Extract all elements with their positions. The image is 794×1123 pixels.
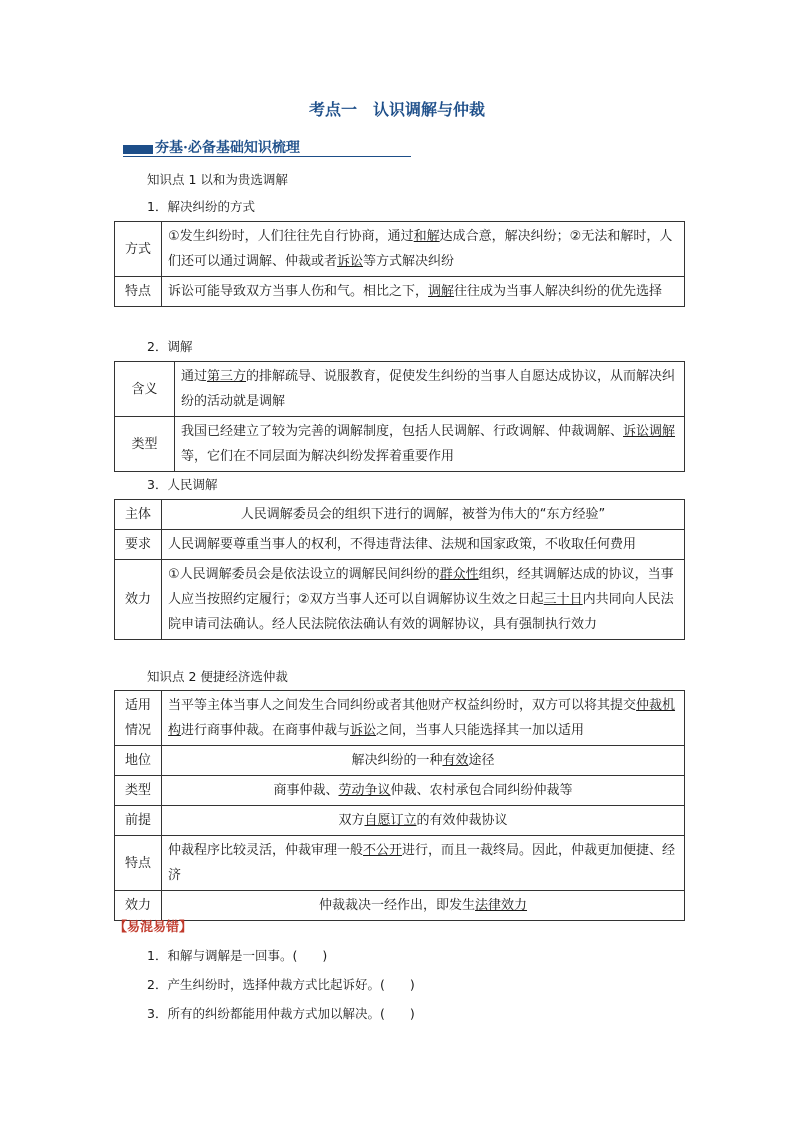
row-key: 要求: [115, 530, 162, 560]
row-key: 地位: [115, 746, 162, 776]
row-content: 双方自愿订立的有效仲裁协议: [162, 806, 685, 836]
row-content: 人民调解委员会的组织下进行的调解，被誉为伟大的“东方经验”: [162, 500, 685, 530]
table-mediation: [114, 361, 685, 472]
table-row: [115, 530, 685, 560]
row-key: 方式: [115, 222, 162, 277]
question-1: 1．和解与调解是一回事。( ): [147, 948, 328, 963]
table-people-mediation: [114, 499, 685, 640]
row-content: 当平等主体当事人之间发生合同纠纷或者其他财产权益纠纷时，双方可以将其提交仲裁机构进行商事仲裁。在商事仲裁与诉讼之间，当事人只能选择其一加以适用: [162, 691, 685, 746]
banner-text: 夯基·必备基础知识梳理: [155, 140, 300, 156]
row-content: 仲裁程序比较灵活，仲裁审理一般不公开进行，而且一裁终局。因此，仲裁更加便捷、经济: [162, 836, 685, 891]
table-row: [115, 691, 685, 746]
knowledge-point-2: 知识点 2 便捷经济选仲裁: [147, 669, 288, 684]
row-content: 我国已经建立了较为完善的调解制度，包括人民调解、行政调解、仲裁调解、诉讼调解等，它们在不同层面为解决纠纷发挥着重要作用: [175, 417, 685, 472]
subheading-3: 3．人民调解: [147, 477, 218, 492]
subheading-1: 1．解决纠纷的方式: [147, 199, 255, 214]
page-title: 考点一 认识调解与仲裁: [308, 100, 485, 119]
row-key: 前提: [115, 806, 162, 836]
row-content: 仲裁裁决一经作出，即发生法律效力: [162, 891, 685, 921]
banner-underline: [123, 156, 411, 157]
table-row: [115, 806, 685, 836]
confusion-header: 【易混易错】: [114, 920, 193, 935]
question-3: 3．所有的纠纷都能用仲裁方式加以解决。( ): [147, 1006, 415, 1021]
row-key: 效力: [115, 891, 162, 921]
row-content: 解决纠纷的一种有效途径: [162, 746, 685, 776]
row-key: 特点: [115, 836, 162, 891]
row-key: 特点: [115, 277, 162, 307]
row-key: 含义: [115, 362, 175, 417]
row-key: 效力: [115, 560, 162, 640]
table-row: [115, 746, 685, 776]
table-row: [115, 362, 685, 417]
row-key: 类型: [115, 417, 175, 472]
row-content: 人民调解要尊重当事人的权利，不得违背法律、法规和国家政策，不收取任何费用: [162, 530, 685, 560]
table-row: [115, 222, 685, 277]
table-dispute-methods: [114, 221, 685, 307]
section-banner: [123, 137, 411, 159]
row-content: 商事仲裁、劳动争议仲裁、农村承包合同纠纷仲裁等: [162, 776, 685, 806]
table-row: [115, 417, 685, 472]
row-content: ①发生纠纷时，人们往往先自行协商，通过和解达成合意，解决纠纷；②无法和解时，人们还可以通过调解、仲裁或者诉讼等方式解决纠纷: [162, 222, 685, 277]
subheading-2: 2．调解: [147, 339, 193, 354]
row-key: 适用情况: [115, 691, 162, 746]
question-2: 2．产生纠纷时，选择仲裁方式比起诉好。( ): [147, 977, 415, 992]
row-content: 通过第三方的排解疏导、说服教育，促使发生纠纷的当事人自愿达成协议，从而解决纠纷的活动就是调解: [175, 362, 685, 417]
table-row: [115, 277, 685, 307]
knowledge-point-1: 知识点 1 以和为贵选调解: [147, 172, 288, 187]
row-content: 诉讼可能导致双方当事人伤和气。相比之下，调解往往成为当事人解决纠纷的优先选择: [162, 277, 685, 307]
table-row: [115, 836, 685, 891]
banner-bar: [123, 145, 153, 154]
row-key: 主体: [115, 500, 162, 530]
table-row: [115, 500, 685, 530]
row-key: 类型: [115, 776, 162, 806]
table-arbitration: [114, 690, 685, 921]
table-row: [115, 560, 685, 640]
table-row: [115, 891, 685, 921]
row-content: ①人民调解委员会是依法设立的调解民间纠纷的群众性组织，经其调解达成的协议，当事人应当按照约定履行；②双方当事人还可以自调解协议生效之日起三十日内共同向人民法院申请司法确认。经人民法院依法确认有效的调解协议，具有强制执行效力: [162, 560, 685, 640]
table-row: [115, 776, 685, 806]
